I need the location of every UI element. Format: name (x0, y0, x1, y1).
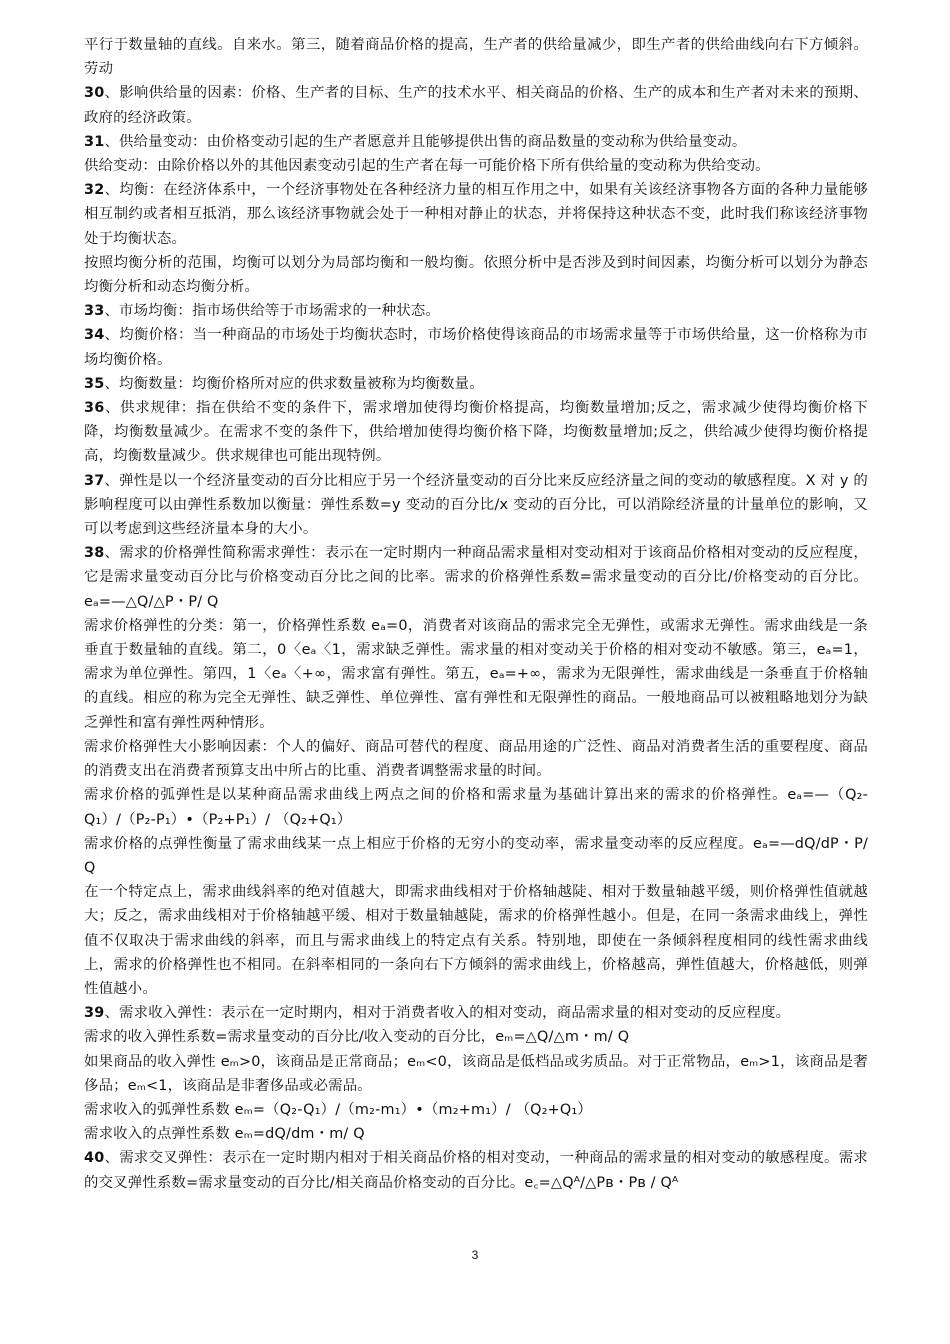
paragraph (84, 541, 868, 614)
paragraph-text: 、影响供给量的因素：价格、生产者的目标、生产的技术水平、相关商品的价格、生产的成本和生产者对未来的预期、政府的经济政策。 (84, 85, 868, 126)
item-number: 36 (84, 400, 105, 417)
page-number: 3 (471, 1248, 479, 1262)
paragraph-text: 如果商品的收入弹性 eₘ>0，该商品是正常商品；eₘ<0，该商品是低档品或劣质品。对于正常物品，eₘ>1，该商品是奢侈品；eₘ<1，该商品是非奢侈品或必需品。 (84, 1053, 868, 1094)
paragraph (84, 783, 868, 831)
paragraph (84, 1122, 868, 1146)
paragraph-text: 需求价格弹性大小影响因素：个人的偏好、商品可替代的程度、商品用途的广泛性、商品对消费者生活的重要程度、商品的消费支出在消费者预算支出中所占的比重、消费者调整需求量的时间。 (84, 738, 868, 780)
item-number: 30 (84, 85, 105, 102)
paragraph (84, 469, 868, 542)
paragraph-text: 、需求的价格弹性简称需求弹性：表示在一定时期内一种商品需求量相对变动相对于该商品价格相对变动的反应程度，它是需求量变动百分比与价格变动百分比之间的比率。需求的价格弹性系数=需求量变动的百分比/价格变动的百分比。eₐ=—△Q/△P・P/ Q (84, 545, 868, 610)
paragraph (84, 880, 868, 1001)
paragraph (84, 154, 868, 178)
paragraph-text: 、均衡价格：当一种商品的市场处于均衡状态时，市场价格使得该商品的市场需求量等于市场供给量，这一价格称为市场均衡价格。 (84, 327, 868, 368)
paragraph-text: 供给变动：由除价格以外的其他因素变动引起的生产者在每一可能价格下所有供给量的变动称为供给变动。 (84, 158, 770, 175)
paragraph (84, 396, 868, 469)
paragraph-text: 、需求交叉弹性：表示在一定时期内相对于相关商品价格的相对变动，一种商品的需求量的相对变动的敏感程度。需求的交叉弹性系数=需求量变动的百分比/相关商品价格变动的百分比。e꜀=△Qᴬ/△Pʙ・Pʙ / Qᴬ (84, 1150, 868, 1191)
paragraph-text: 在一个特定点上，需求曲线斜率的绝对值越大，即需求曲线相对于价格轴越陡、相对于数量轴越平缓，则价格弹性值就越大；反之，需求曲线相对于价格轴越平缓、相对于数量轴越陡，需求的价格弹性越小。但是，在同一条需求曲线上，弹性值不仅取决于需求曲线的斜率，而且与需求曲线上的特定点有关系。特别地，即使在一条倾斜程度相同的线性需求曲线上，需求的价格弹性也不相同。在斜率相同的一条向右下方倾斜的需求曲线上，价格越高，弹性值越大，价格越低，则弹性值越小。 (84, 884, 868, 997)
paragraph-text: 、弹性是以一个经济量变动的百分比相应于另一个经济量变动的百分比来反应经济量之间的变动的敏感程度。X 对 y 的影响程度可以由弹性系数加以衡量：弹性系数=y 变动的百分比/x 变动的百分比，可以消除经济量的计量单位的影响，又可以考虑到这些经济量本身的大小。 (84, 472, 868, 538)
item-number: 31 (84, 133, 105, 150)
paragraph-text: 需求价格弹性的分类：第一，价格弹性系数 eₐ=0，消费者对该商品的需求完全无弹性，或需求无弹性。需求曲线是一条垂直于数量轴的直线。第二，0〈eₐ〈1，需求缺乏弹性。需求量的相对变动关于价格的相对变动不敏感。第三，eₐ=1，需求为单位弹性。第四，1〈eₐ〈+∞，需求富有弹性。第五，eₐ=+∞，需求为无限弹性，需求曲线是一条垂直于价格轴的直线。相应的称为完全无弹性、缺乏弹性、单位弹性、富有弹性和无限弹性的商品。一般地商品可以被粗略地划分为缺乏弹性和富有弹性两种情形。 (84, 617, 868, 731)
paragraph (84, 130, 868, 154)
paragraph (84, 178, 868, 251)
document-body (84, 33, 868, 1195)
item-number: 35 (84, 375, 105, 392)
paragraph-text: 、需求收入弹性：表示在一定时期内，相对于消费者收入的相对变动，商品需求量的相对变动的反应程度。 (104, 1005, 791, 1022)
paragraph-text: 需求收入的点弹性系数 eₘ=dQ/dm・m/ Q (84, 1126, 365, 1143)
paragraph (84, 323, 868, 371)
item-number: 32 (84, 182, 105, 199)
item-number: 39 (84, 1005, 105, 1022)
paragraph (84, 1001, 868, 1025)
paragraph (84, 1050, 868, 1098)
paragraph-text: 、供给量变动：由价格变动引起的生产者愿意并且能够提供出售的商品数量的变动称为供给量变动。 (104, 133, 747, 150)
paragraph-text: 、供求规律：指在供给不变的条件下，需求增加使得均衡价格提高，均衡数量增加;反之，需求减少使得均衡价格下降，均衡数量减少。在需求不变的条件下，供给增加使得均衡价格下降，均衡数量增加;反之，供给减少使得均衡价格提高，均衡数量减少。供求规律也可能出现特例。 (84, 400, 868, 465)
paragraph-text: 平行于数量轴的直线。自来水。第三，随着商品价格的提高，生产者的供给量减少，即生产者的供给曲线向右下方倾斜。劳动 (84, 37, 868, 78)
paragraph (84, 372, 868, 396)
item-number: 40 (84, 1150, 105, 1167)
paragraph-text: 、市场均衡：指市场供给等于市场需求的一种状态。 (104, 303, 441, 320)
paragraph-text: 、均衡数量：均衡价格所对应的供求数量被称为均衡数量。 (104, 375, 484, 392)
paragraph (84, 1146, 868, 1194)
paragraph (84, 1025, 868, 1049)
item-number: 33 (84, 303, 105, 320)
paragraph (84, 832, 868, 880)
paragraph (84, 299, 868, 323)
item-number: 38 (84, 545, 105, 562)
paragraph-text: 需求价格的弧弹性是以某种商品需求曲线上两点之间的价格和需求量为基础计算出来的需求的价格弹性。eₐ=—（Q₂-Q₁）/（P₂-P₁）•（P₂+P₁）/ （Q₂+Q₁） (84, 787, 868, 828)
item-number: 37 (84, 472, 105, 489)
paragraph (84, 251, 868, 299)
paragraph (84, 81, 868, 129)
paragraph (84, 33, 868, 81)
item-number: 34 (84, 327, 105, 344)
paragraph-text: 需求的收入弹性系数=需求量变动的百分比/收入变动的百分比，eₘ=△Q/△m・m/ Q (84, 1029, 630, 1046)
paragraph-text: 需求收入的弧弹性系数 eₘ=（Q₂-Q₁）/（m₂-m₁）•（m₂+m₁）/ （Q₂+Q₁） (84, 1101, 593, 1118)
paragraph (84, 1098, 868, 1122)
paragraph-text: 按照均衡分析的范围，均衡可以划分为局部均衡和一般均衡。依照分析中是否涉及到时间因素，均衡分析可以划分为静态均衡分析和动态均衡分析。 (84, 254, 868, 296)
paragraph (84, 735, 868, 783)
paragraph-text: 、均衡：在经济体系中，一个经济事物处在各种经济力量的相互作用之中，如果有关该经济事物各方面的各种力量能够相互制约或者相互抵消，那么该经济事物就会处于一种相对静止的状态，并将保持这种状态不变，此时我们称该经济事物处于均衡状态。 (84, 182, 868, 247)
paragraph-text: 需求价格的点弹性衡量了需求曲线某一点上相应于价格的无穷小的变动率，需求量变动率的反应程度。eₐ=—dQ/dP・P/ Q (84, 835, 868, 876)
paragraph (84, 614, 868, 735)
